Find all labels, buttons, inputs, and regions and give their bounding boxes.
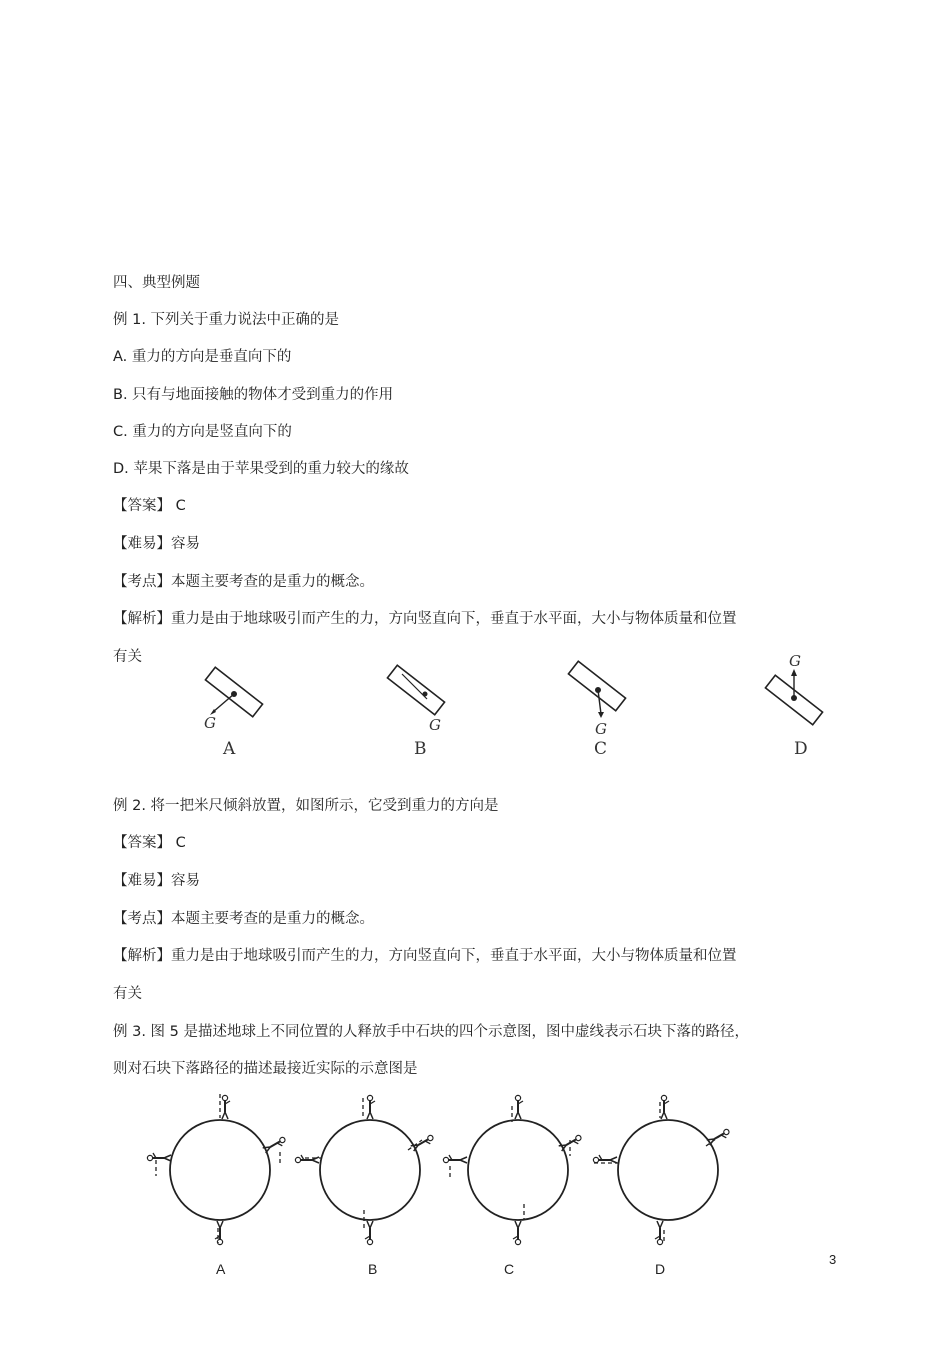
- ruler-label-b: B: [414, 739, 427, 759]
- earth-label-d: D: [655, 1261, 666, 1277]
- earth-option-c: [443, 1095, 583, 1244]
- ruler-option-d: [765, 652, 822, 725]
- earth-option-d: [593, 1095, 731, 1244]
- example1-analysis-cont: 有关: [113, 649, 142, 665]
- example1-answer: 【答案】 C: [113, 498, 186, 514]
- ruler-label-c: C: [594, 739, 608, 759]
- example2-difficulty: 【难易】容易: [113, 873, 200, 889]
- example1-difficulty: 【难易】容易: [113, 536, 200, 552]
- earth-label-b: B: [368, 1261, 378, 1277]
- example2-point: 【考点】本题主要考查的是重力的概念。: [113, 911, 374, 927]
- example1-point: 【考点】本题主要考查的是重力的概念。: [113, 574, 374, 590]
- example3-question-line2: 则对石块下落路径的描述最接近实际的示意图是: [113, 1061, 418, 1077]
- example1-analysis: 【解析】重力是由于地球吸引而产生的力，方向竖直向下，垂直于水平面，大小与物体质量和位置: [113, 611, 737, 627]
- ruler-option-c: [568, 661, 625, 738]
- force-g-label: G: [204, 714, 216, 732]
- earth-option-b: [295, 1095, 435, 1244]
- force-g-label: G: [789, 652, 801, 670]
- force-g-label: G: [429, 716, 441, 734]
- earth-stone-figure: [140, 1088, 740, 1248]
- example2-analysis: 【解析】重力是由于地球吸引而产生的力，方向竖直向下，垂直于水平面，大小与物体质量和位置: [113, 948, 737, 964]
- earth-option-a: [147, 1094, 287, 1245]
- earth-label-a: A: [216, 1261, 226, 1277]
- example1-option-a: A. 重力的方向是垂直向下的: [113, 349, 292, 365]
- earth-label-c: C: [504, 1261, 515, 1277]
- example2-answer: 【答案】 C: [113, 835, 186, 851]
- example2-analysis-cont: 有关: [113, 986, 142, 1002]
- page-number: 3: [829, 1252, 837, 1267]
- section-title: 四、典型例题: [113, 275, 200, 291]
- ruler-label-a: A: [223, 739, 236, 759]
- ruler-option-a: [204, 667, 263, 732]
- ruler-gravity-figure: [180, 652, 840, 764]
- example2-question: 例 2. 将一把米尺倾斜放置，如图所示，它受到重力的方向是: [113, 798, 499, 814]
- example1-option-c: C. 重力的方向是竖直向下的: [113, 424, 292, 440]
- force-g-label: G: [595, 720, 607, 738]
- example1-question: 例 1. 下列关于重力说法中正确的是: [113, 312, 340, 328]
- example1-option-b: B. 只有与地面接触的物体才受到重力的作用: [113, 387, 394, 403]
- example3-question-line1: 例 3. 图 5 是描述地球上不同位置的人释放手中石块的四个示意图，图中虚线表示石块下落的路径，: [113, 1024, 749, 1040]
- example1-option-d: D. 苹果下落是由于苹果受到的重力较大的缘故: [113, 461, 409, 477]
- ruler-option-b: [387, 665, 444, 734]
- ruler-label-d: D: [794, 739, 808, 759]
